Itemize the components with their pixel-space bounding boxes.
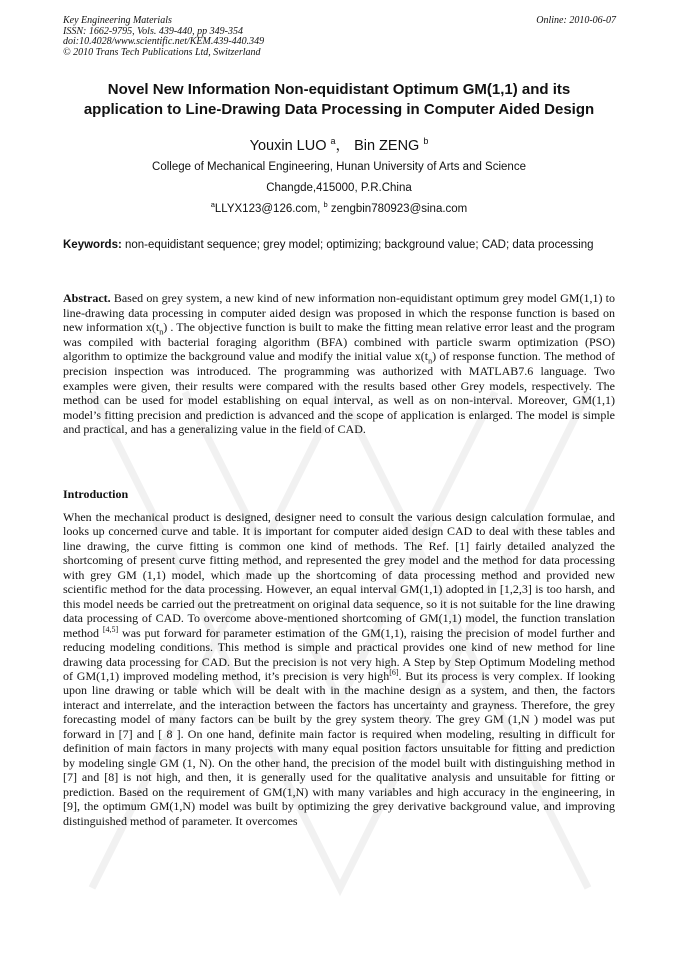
author-list — [0, 134, 678, 155]
intro-text-2: was put forward for parameter estimation of the GM(1,1), raising the precision of model further and reducing modeling conditions. This method is simple and practical provides one kind of new method for line drawing data processing for CAD. But the precision is not very high. A Step by Step Optimum Modeling method of GM(1,1) improved modeling method, it’s precision is very high — [63, 625, 616, 683]
abstract-text-1: Based on grey system, a new kind of new information non-equidistant optimum grey model GM(1,1) to line-drawing data processing in computer aided design was proposed in which the response function is based on new information x(t — [63, 291, 615, 335]
email-mark-a: a — [210, 200, 215, 210]
keywords-text: non-equidistant sequence; grey model; optimizing; background value; CAD; data processing — [121, 239, 594, 251]
keywords-label: Keywords: — [63, 239, 122, 251]
journal-name: Key Engineering Materials — [63, 15, 172, 26]
author-2-mark: b — [423, 136, 429, 147]
introduction-heading: Introduction — [63, 487, 129, 501]
abstract-sub-2: n — [428, 356, 433, 366]
affiliation-line-1: College of Mechanical Engineering, Hunan University of Arts and Science — [152, 161, 526, 173]
email-b: zengbin780923@sina.com — [327, 203, 468, 215]
abstract-paragraph — [63, 291, 615, 437]
abstract-sub-1: n — [159, 327, 164, 337]
intro-text-1: When the mechanical product is designed, designer need to consult the various design calculation formulae, and looks up concerned curve and table. It is important for computer aided design CAD to deal with these tables and line drawing, the curve fitting is common one kind of methods. The Ref. [1] fairly detailed analyzed the shortcoming of present curve fitting method, and represented the grey model and the method for data processing with grey GM (1,1) model, which made up the shortcoming of data processing method and provided new scientific method for the data processing. However, an equal interval GM(1,1) adopted in [1,2,3] is too harsh, and this model needs be carried out the pretreatment on original data sequence, so it is not suitable for the line drawing data processing of CAD. To overcome above-mentioned shortcoming of GM(1,1) model, the function translation method — [63, 510, 615, 640]
abstract-text-3: ) of response function. The method of precision inspection was introduced. The programming was authorized with MATLAB7.6 language. Two examples were given, their results were compared with the results based other Grey models, respectively. The method can be used for model establishing on equal interval, as well as on non-interval. Moreover, GM(1,1) model’s fitting precision and prediction is advanced and the scope of application is enlarged. The model is simple and practical, and has a generalizing value in the field of CAD. — [63, 349, 615, 437]
introduction-paragraph — [63, 510, 615, 828]
keywords-block — [63, 238, 615, 253]
intro-text-3: . But its process is very complex. If looking upon line drawing or table which will be dealt with in the machine design as a system, and then, the factors interact and interrelate, and the interaction between the factors has uncertainty and grayness. Therefore, the grey forecasting model of many factors can be built by the grey system theory. The grey GM (1,N ) model was put forward in [7] and [ 8 ]. On one hand, definite main factor is required when modeling, resulting in difficult for definition of main factors in many projects with many equal position factors unsuitable for fitting and prediction by modeling single GM (1, N). On the other hand, the precision of the model built with distinguishing method in [7] and [8] is not high, and then, it is generally used for the qualitative analysis and unsuitable for fitting or prediction. Based on the requirement of GM(1,N) with many variables and high accuracy in the engineering, in [9], the optimum GM(1,N) model was built by optimizing the grey derivative background value, and improving distinguished method of parameter. It overcomes — [63, 668, 615, 828]
doi-line: doi:10.4028/www.scientific.net/KEM.439-440.349 — [63, 36, 265, 47]
author-separator: ， — [335, 138, 351, 154]
author-1: Youxin LUO — [249, 138, 327, 154]
intro-citation-2: [6] — [389, 667, 399, 677]
title-line-1: Novel New Information Non-equidistant Optimum GM(1,1) and its — [107, 81, 571, 98]
author-2: Bin ZENG — [354, 138, 420, 154]
online-date: Online: 2010-06-07 — [536, 15, 616, 26]
paper-title — [40, 80, 638, 120]
title-line-2: application to Line-Drawing Data Processing in Computer Aided Design — [83, 101, 595, 118]
issn-line: ISSN: 1662-9795, Vols. 439-440, pp 349-354 — [63, 25, 243, 37]
abstract-label: Abstract. — [63, 291, 111, 305]
intro-citation-1: [4,5] — [102, 624, 119, 634]
copyright-line: © 2010 Trans Tech Publications Ltd, Switzerland — [63, 46, 261, 58]
journal-header — [63, 16, 264, 58]
abstract-text-2: ) . The objective function is built to make the fitting mean relative error least and the program was compiled with bacterial foraging algorithm (BFA) combined with particle swarm optimization (PSO) algorithm to optimize the background value and modify the initial value x(t — [63, 320, 615, 364]
email-line — [0, 200, 678, 215]
affiliation-line-2: Changde,415000, P.R.China — [266, 182, 412, 194]
author-1-mark: a — [330, 136, 336, 147]
email-a: LLYX123@126.com, — [214, 203, 324, 215]
email-mark-b: b — [323, 200, 328, 210]
